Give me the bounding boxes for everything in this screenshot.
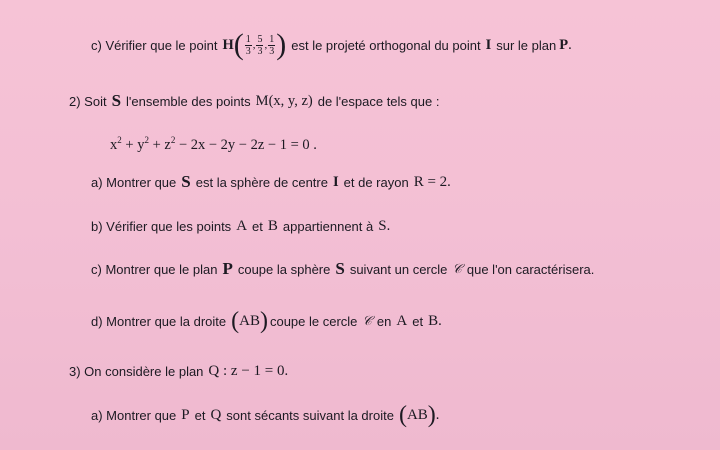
q3-intro: 3) On considère le plan Q : z − 1 = 0 . xyxy=(69,362,289,379)
item-c-text: est le projeté orthogonal du point xyxy=(291,37,481,53)
point-m: M(x, y, z) xyxy=(255,92,313,109)
fraction-2: $\frac{5}{3}$ xyxy=(257,33,263,57)
plane-q-equation: Q : z − 1 = 0 xyxy=(208,362,285,379)
q2-item-a: a) Montrer que S est la sphère de centre I et de rayon R = 2 . xyxy=(91,172,451,191)
open-paren: ( xyxy=(233,28,244,61)
sphere-equation: $x^2 + y^2 + z^2 - 2x - 2y - 2z - 1 = 0$ . xyxy=(110,134,317,153)
point-i: I xyxy=(485,36,492,53)
item-c-projection: c) Vérifier que le point H ( $\frac{1}{3}$ , $\frac{5}{3}$ , $\frac{1}{3}$ ) est le projeté orthogonal du point I sur le plan P . xyxy=(91,28,572,61)
plane-p: P xyxy=(559,36,569,53)
q2-item-d: d) Montrer que la droite ( AB ) coupe le cercle 𝒞 en A et B . xyxy=(91,308,442,334)
sphere-s: S xyxy=(111,91,122,110)
q2-item-b: b) Vérifier que les points A et B appartiennent à S . xyxy=(91,217,391,234)
q2-intro: 2) Soit S l'ensemble des points M(x, y, z) de l'espace tels que : xyxy=(69,91,440,110)
item-c-text2: sur le plan xyxy=(496,37,557,53)
q3-item-a: a) Montrer que P et Q sont sécants suivant la droite ( AB ) . xyxy=(91,402,440,428)
q2-item-c: c) Montrer que le plan P coupe la sphère S suivant un cercle 𝒞 que l'on caractérisera. xyxy=(91,259,595,278)
item-c-prefix: c) Vérifier que le point xyxy=(91,37,218,53)
circle-c-symbol: 𝒞 xyxy=(452,261,462,277)
line-ab: AB xyxy=(239,312,260,329)
close-paren: ) xyxy=(276,28,287,61)
point-h: H xyxy=(222,36,234,53)
fraction-1: $\frac{1}{3}$ xyxy=(245,33,251,57)
fraction-3: $\frac{1}{3}$ xyxy=(269,33,275,57)
